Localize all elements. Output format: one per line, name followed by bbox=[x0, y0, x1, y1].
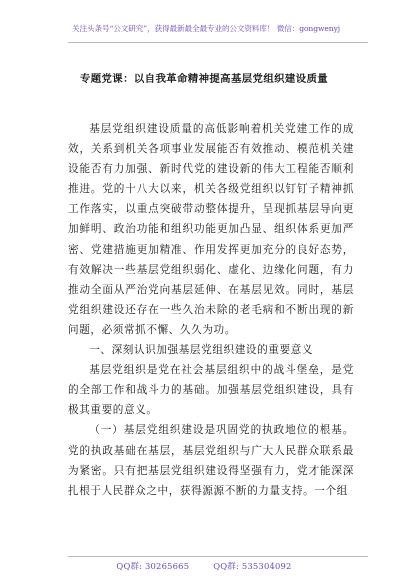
paragraph-intro: 基层党组织建设质量的高低影响着机关党建工作的成效，关系到机关各项事业发展能否有效推动、模范机关建设能否有力加强、新时代党的建设新的伟大工程能否顺利推进。党的十八大以来，机关各级党组织以钉钉子精神抓工作落实，以重点突破带动整体提升，呈现抓基层导向更加鲜明、政治功能和组织功能更加凸显、组织体系更加严密、党建措施更加精准、作用发挥更加充分的良好态势，有效解决一些基层党组织弱化、虚化、边缘化问题，有力推动全面从严治党向基层延伸、在基层见效。同时，基层党组织建设还存在一些久治未除的老毛病和不断出现的新问题，必须常抓不懈、久久为功。 bbox=[68, 123, 354, 336]
section-heading: 一、深刻认识加强基层党组织建设的重要意义 bbox=[89, 344, 314, 357]
footer-qq-group-2: QQ群: 535304092 bbox=[213, 561, 292, 571]
paragraph-significance: 基层党组织是党在社会基层组织中的战斗堡垒，是党的全部工作和战斗力的基础。加强基层党组织建设，具有极其重要的意义。 bbox=[68, 364, 354, 417]
footer bbox=[0, 560, 408, 572]
footer-divider bbox=[68, 556, 368, 557]
document-title: 专题党课：以自我革命精神提高基层党组织建设质量 bbox=[79, 73, 329, 85]
header-notice: 关注头条号“公文研究”，获得最新最全最专业的公文资料库！ 微信：gongwenyj bbox=[72, 24, 341, 33]
paragraph-subsection-1: （一）基层党组织建设是巩固党的执政地位的根基。党的执政基础在基层，基层党组织与广大人民群众联系最为紧密。只有把基层党组织建设得坚强有力，党才能深深扎根于人民群众之中，获得源源不断的力量支持。一个组 bbox=[68, 424, 354, 497]
footer-qq-group-1: QQ群: 30265665 bbox=[116, 561, 190, 571]
document-body bbox=[68, 119, 354, 501]
header-divider bbox=[68, 42, 368, 43]
